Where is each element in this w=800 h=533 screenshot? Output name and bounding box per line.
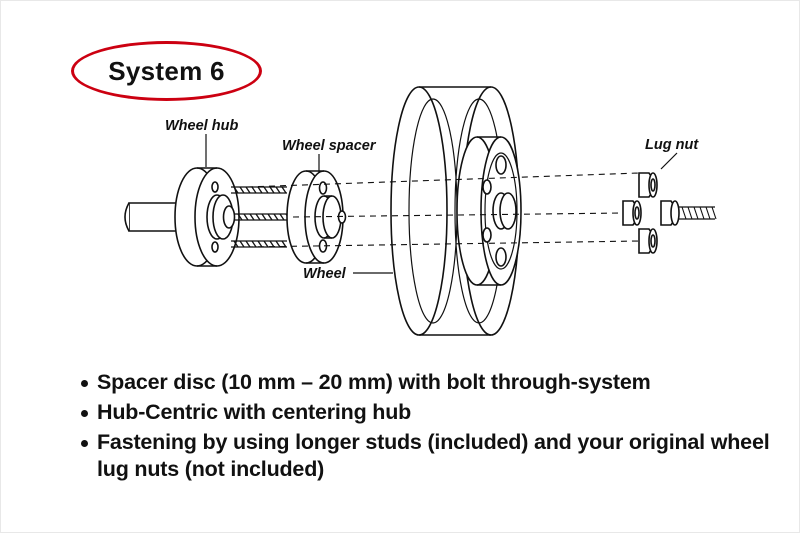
lug-nut-upper (639, 173, 657, 197)
label-wheel: Wheel (303, 266, 346, 282)
exploded-assembly-diagram (1, 1, 800, 361)
label-lug-nut: Lug nut (645, 137, 699, 153)
lug-nut-lower (639, 229, 657, 253)
page-title: System 6 (108, 56, 225, 86)
bullet-text: Spacer disc (10 mm – 20 mm) with bolt through-system (97, 370, 651, 394)
bullet-dot-icon (81, 410, 88, 417)
wheel-studs (231, 187, 290, 247)
wheel (391, 87, 521, 335)
list-item (81, 429, 771, 483)
label-wheel-spacer: Wheel spacer (282, 138, 376, 154)
bullet-dot-icon (81, 380, 88, 387)
label-wheel-hub: Wheel hub (165, 118, 239, 134)
bullet-text: Hub-Centric with centering hub (97, 400, 412, 425)
bullet-text: Fastening by using longer studs (included) and your original wheel lug nuts (not included) (97, 430, 770, 482)
list-item (81, 399, 771, 426)
bullet-dot-icon (81, 440, 88, 447)
diagram-svg (1, 1, 800, 361)
lug-nut-middle (623, 201, 716, 225)
wheel-hub (175, 168, 239, 266)
list-item (81, 369, 771, 396)
feature-bullet-list (81, 369, 771, 486)
